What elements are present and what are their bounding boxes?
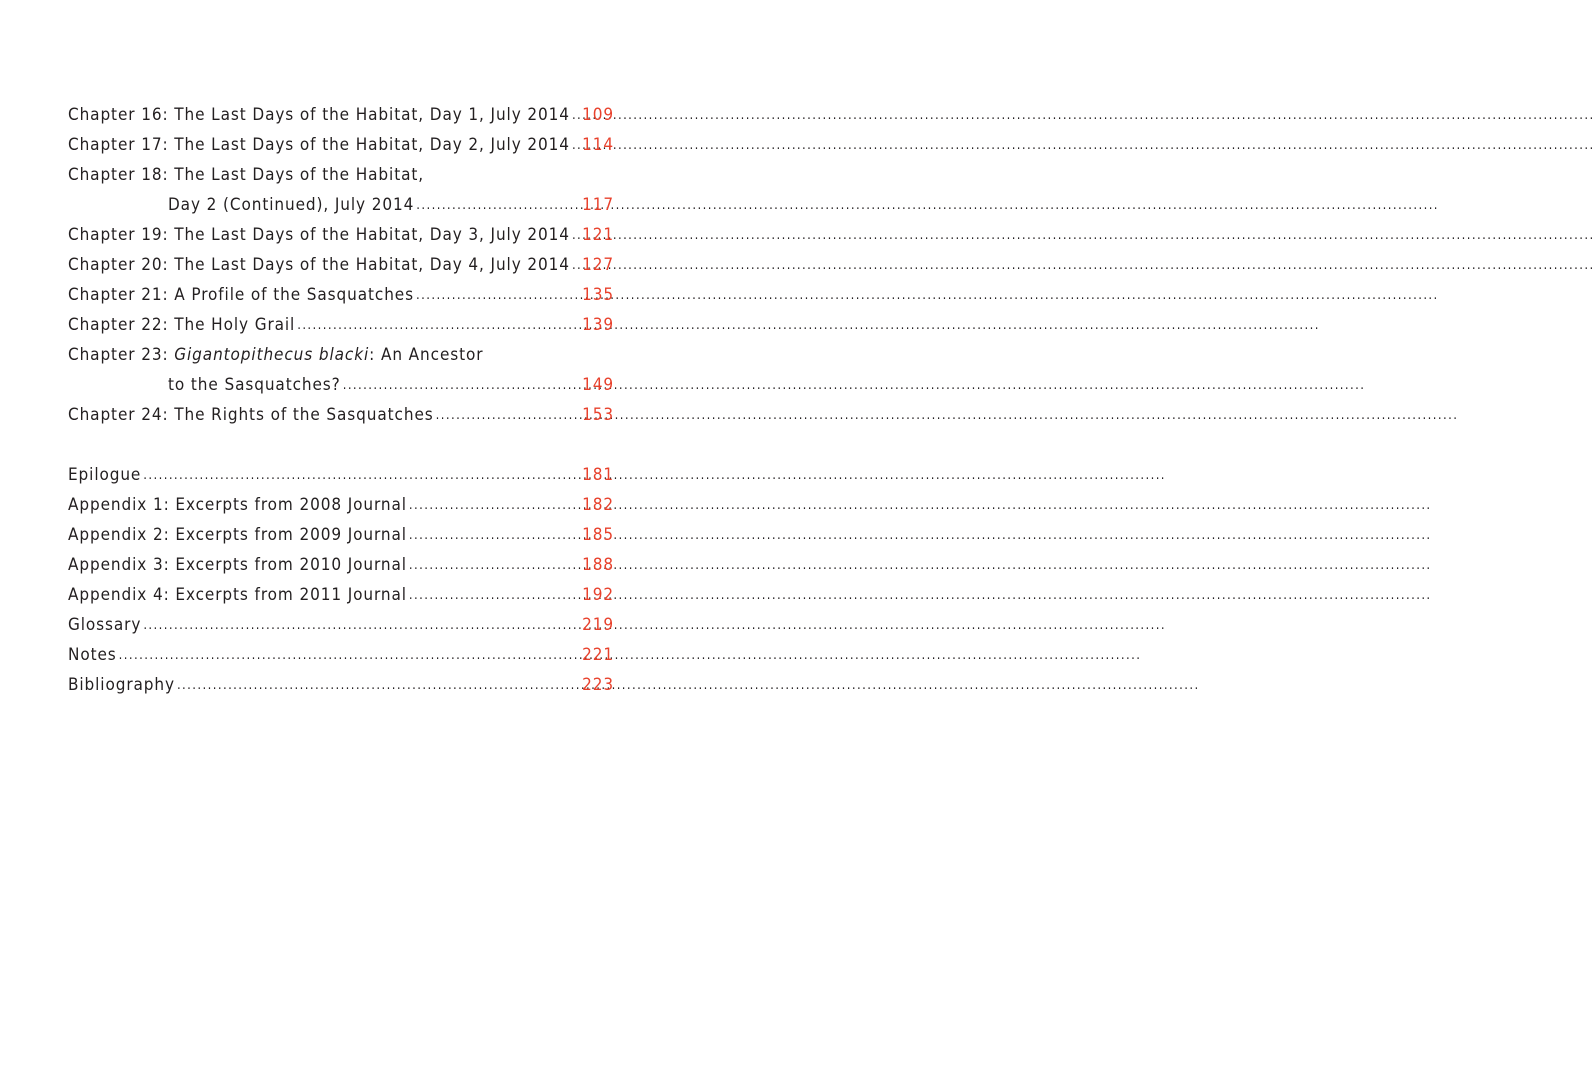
- toc-page-number: 219: [582, 614, 614, 635]
- toc-entry-title: Chapter 21: A Profile of the Sasquatches: [68, 284, 414, 305]
- toc-page-number: 153: [582, 404, 614, 425]
- dot-leader: [572, 109, 580, 122]
- toc-entry-title: Chapter 17: The Last Days of the Habitat, Day 2, July 2014: [68, 134, 570, 155]
- toc-entry-chapter-18[interactable]: [68, 160, 614, 190]
- toc-entry-notes[interactable]: [68, 640, 614, 670]
- dot-leader: [143, 469, 580, 482]
- toc-entry-epilogue[interactable]: [68, 460, 614, 490]
- toc-entry-title: Appendix 2: Excerpts from 2009 Journal: [68, 524, 407, 545]
- toc-entry-title: Appendix 1: Excerpts from 2008 Journal: [68, 494, 407, 515]
- toc-entry-title-continued: Day 2 (Continued), July 2014: [168, 194, 415, 215]
- toc-page-number: 135: [582, 284, 614, 305]
- toc-entry-title: Notes: [68, 644, 117, 665]
- dot-leader: [572, 229, 580, 242]
- dot-leader: [297, 319, 580, 332]
- table-of-contents: [68, 100, 614, 700]
- toc-page-number: 139: [582, 314, 614, 335]
- toc-entry-chapter-22[interactable]: [68, 310, 614, 340]
- toc-entry-title: Epilogue: [68, 464, 142, 485]
- toc-entry-bibliography[interactable]: [68, 670, 614, 700]
- toc-entry-chapter-21[interactable]: [68, 280, 614, 310]
- dot-leader: [409, 499, 580, 512]
- back-matter-list: [68, 460, 614, 700]
- toc-entry-chapter-18-continued[interactable]: [68, 190, 614, 220]
- toc-entry-appendix-2[interactable]: [68, 520, 614, 550]
- toc-entry-title: Chapter 16: The Last Days of the Habitat, Day 1, July 2014: [68, 104, 570, 125]
- toc-page-number: 149: [582, 374, 614, 395]
- toc-page-number: 117: [582, 194, 614, 215]
- toc-entry-title-prefix: Chapter 23:: [68, 344, 175, 365]
- toc-entry-title: Glossary: [68, 614, 142, 635]
- toc-entry-title: Chapter 19: The Last Days of the Habitat, Day 3, July 2014: [68, 224, 570, 245]
- toc-entry-title: Appendix 4: Excerpts from 2011 Journal: [68, 584, 407, 605]
- toc-entry-title: Chapter 22: The Holy Grail: [68, 314, 296, 335]
- dot-leader: [572, 139, 580, 152]
- toc-page-number: 188: [582, 554, 614, 575]
- dot-leader: [409, 589, 580, 602]
- toc-entry-title: Appendix 3: Excerpts from 2010 Journal: [68, 554, 407, 575]
- toc-entry-chapter-17[interactable]: [68, 130, 614, 160]
- toc-entry-title: Chapter 24: The Rights of the Sasquatches: [68, 404, 434, 425]
- dot-leader: [343, 379, 580, 392]
- toc-entry-title-continued: to the Sasquatches?: [168, 374, 341, 395]
- section-spacer: [68, 430, 614, 460]
- dot-leader: [416, 289, 580, 302]
- toc-entry-chapter-16[interactable]: [68, 100, 614, 130]
- toc-entry-appendix-1[interactable]: [68, 490, 614, 520]
- dot-leader: [143, 619, 580, 632]
- toc-entry-chapter-19[interactable]: [68, 220, 614, 250]
- toc-page-number: 109: [582, 104, 614, 125]
- chapter-list: [68, 100, 614, 430]
- toc-entry-chapter-23-continued[interactable]: [68, 370, 614, 400]
- dot-leader: [177, 679, 580, 692]
- toc-entry-title: Chapter 20: The Last Days of the Habitat, Day 4, July 2014: [68, 254, 570, 275]
- toc-entry-title-italic: Gigantopithecus blacki: [174, 344, 370, 365]
- toc-entry-title: Bibliography: [68, 674, 175, 695]
- toc-entry-chapter-24[interactable]: [68, 400, 614, 430]
- toc-page-number: 114: [582, 134, 614, 155]
- toc-entry-title-suffix: : An Ancestor: [369, 344, 484, 365]
- dot-leader: [409, 529, 580, 542]
- dot-leader: [409, 559, 580, 572]
- toc-page-number: 192: [582, 584, 614, 605]
- toc-page-number: 182: [582, 494, 614, 515]
- toc-page-number: 221: [582, 644, 614, 665]
- toc-entry-appendix-4[interactable]: [68, 580, 614, 610]
- toc-entry-chapter-23[interactable]: [68, 340, 614, 370]
- dot-leader: [436, 409, 580, 422]
- toc-entry-title: Chapter 18: The Last Days of the Habitat,: [68, 164, 425, 185]
- toc-entry-appendix-3[interactable]: [68, 550, 614, 580]
- toc-page-number: 185: [582, 524, 614, 545]
- dot-leader: [416, 199, 580, 212]
- toc-page-number: 181: [582, 464, 614, 485]
- dot-leader: [572, 259, 580, 272]
- dot-leader: [119, 649, 580, 662]
- toc-page-number: 121: [582, 224, 614, 245]
- toc-page-number: 223: [582, 674, 614, 695]
- toc-entry-title: [68, 344, 484, 365]
- toc-page-number: 127: [582, 254, 614, 275]
- toc-entry-glossary[interactable]: [68, 610, 614, 640]
- toc-entry-chapter-20[interactable]: [68, 250, 614, 280]
